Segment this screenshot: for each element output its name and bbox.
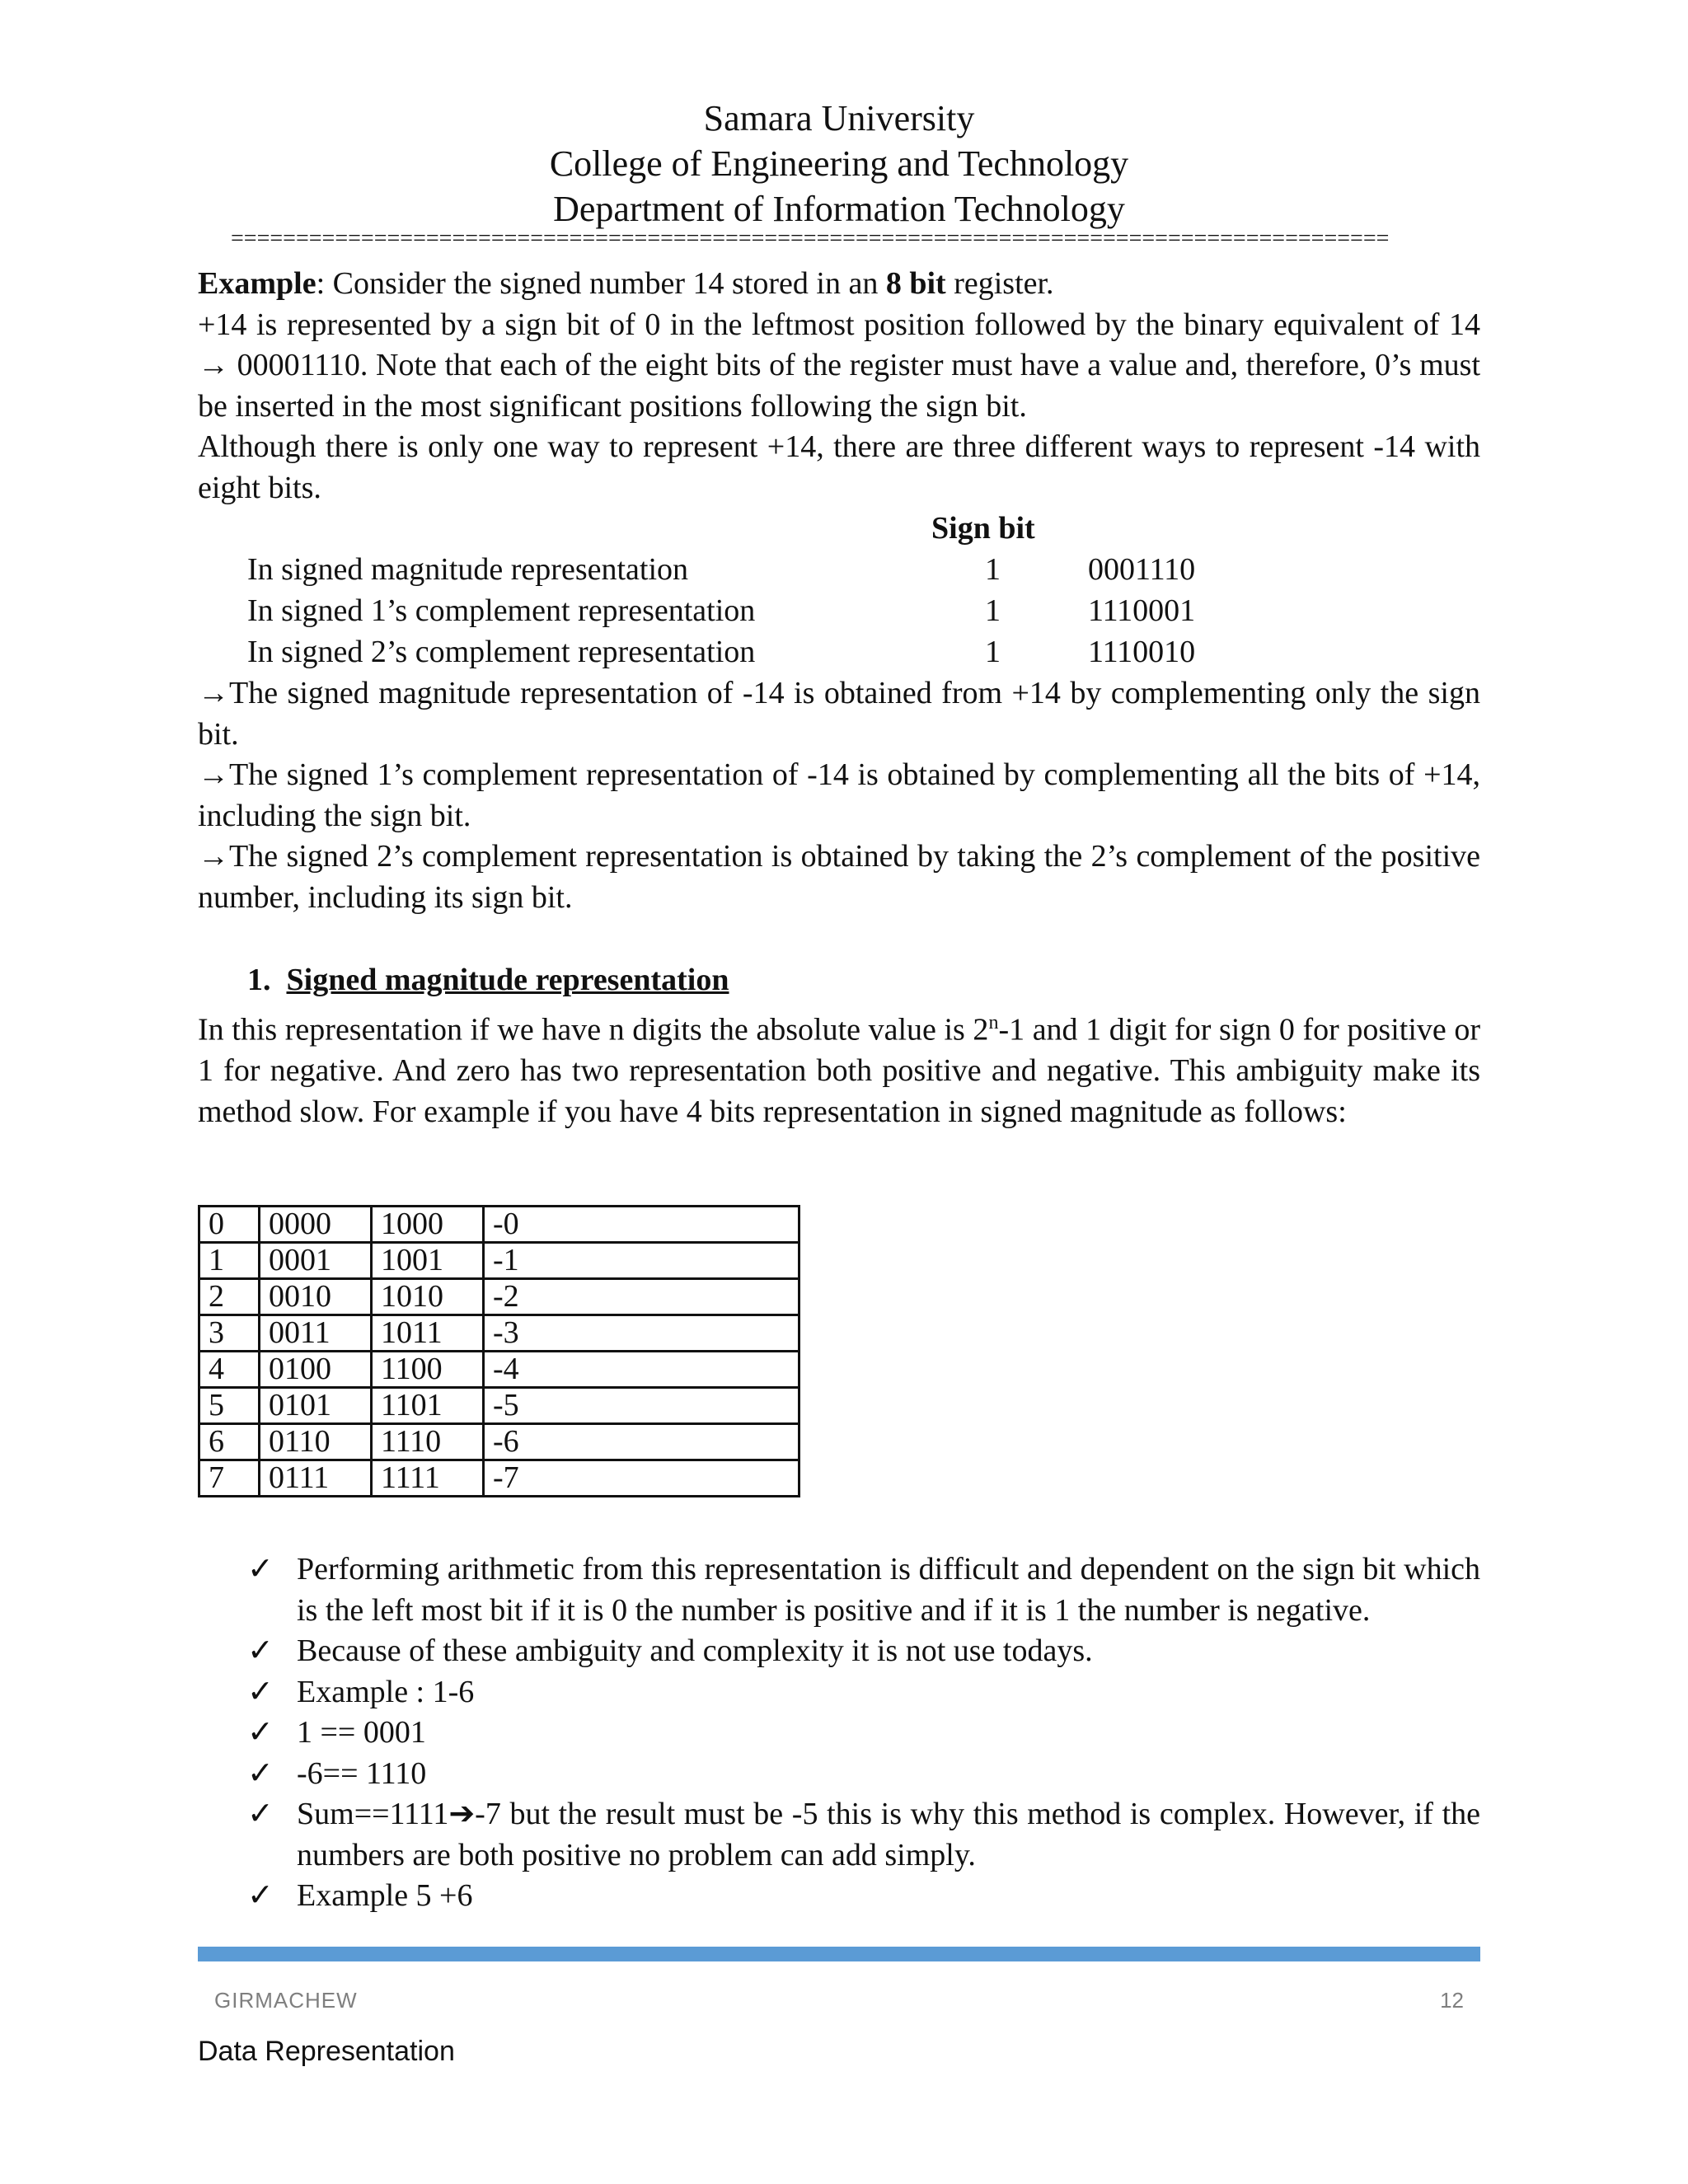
list-item (247, 1754, 1480, 1795)
university-name: Samara University (703, 98, 975, 138)
list-item (247, 1794, 1480, 1876)
checkmark-icon: ✓ (247, 1552, 274, 1586)
table-cell: 0100 (260, 1352, 372, 1388)
sign-row-label: In signed 2’s complement representation (247, 635, 756, 669)
table-cell: -1 (484, 1243, 799, 1279)
list-item (247, 1876, 1480, 1917)
table-cell: -4 (484, 1352, 799, 1388)
sign-row-sign: 1 (985, 552, 1001, 587)
table-row (199, 1279, 799, 1315)
table-cell: -5 (484, 1388, 799, 1424)
table-cell: 1110 (372, 1424, 484, 1460)
table-cell: -2 (484, 1279, 799, 1315)
table-cell: 0000 (260, 1207, 372, 1243)
page-header (198, 96, 1480, 232)
department-name: Department of Information Technology (553, 189, 1125, 229)
checkmark-icon: ✓ (247, 1633, 274, 1668)
checkmark-icon: ✓ (247, 1797, 274, 1831)
list-item-text: Performing arithmetic from this representation is difficult and dependent on the sign bit which is the left most bit if it is 0 the number is positive and if it is 1 the number is negative. (297, 1552, 1480, 1628)
table-cell: 2 (199, 1279, 260, 1315)
arrow-notes (198, 673, 1480, 918)
table-cell: 7 (199, 1460, 260, 1497)
example-block (198, 264, 1480, 509)
example-label: Example (198, 266, 316, 301)
example-bold: 8 bit (885, 266, 946, 301)
example-text-after: register. (945, 266, 1054, 301)
table-cell: 1 (199, 1243, 260, 1279)
list-item-text: Example 5 +6 (297, 1878, 473, 1913)
list-item-text: Because of these ambiguity and complexity it is not use todays. (297, 1633, 1093, 1668)
footer-title: Data Representation (198, 2036, 455, 2067)
list-item-text: 1 == 0001 (297, 1715, 426, 1750)
list-item (247, 1631, 1480, 1672)
table-row (199, 1388, 799, 1424)
sign-row-label: In signed 1’s complement representation (247, 593, 756, 628)
list-item (247, 1672, 1480, 1713)
section-body-after: -1 and 1 digit for sign 0 for positive or 1 for negative. And zero has two representation both positive and negative. This ambiguity make its method slow. For example if you have 4 bits representation in signed magnitude as follows: (198, 1012, 1480, 1129)
table-row (199, 1460, 799, 1497)
sign-bit-header: Sign bit (931, 511, 1035, 546)
table-cell: 5 (199, 1388, 260, 1424)
table-cell: 6 (199, 1424, 260, 1460)
sign-row-label: In signed magnitude representation (247, 552, 689, 587)
checkmark-icon: ✓ (247, 1715, 274, 1750)
checklist (247, 1549, 1480, 1917)
table-cell: -3 (484, 1315, 799, 1352)
list-item (247, 1549, 1480, 1631)
section-title: Signed magnitude representation (286, 963, 729, 997)
checkmark-icon: ✓ (247, 1674, 274, 1709)
example-paragraph-1: +14 is represented by a sign bit of 0 in the leftmost position followed by the binary equivalent of 14 → 00001110. Note that each of the eight bits of the register must have a value and, therefore, 0’s must be inserted in the most significant positions following the sign bit. (198, 307, 1480, 424)
college-name: College of Engineering and Technology (549, 143, 1129, 184)
sign-row-bits: 1110010 (1088, 635, 1196, 669)
table-row (199, 1243, 799, 1279)
magnitude-table (198, 1205, 800, 1497)
table-row (199, 1207, 799, 1243)
table-cell: 1101 (372, 1388, 484, 1424)
table-cell: 0001 (260, 1243, 372, 1279)
table-cell: 0110 (260, 1424, 372, 1460)
table-cell: 0111 (260, 1460, 372, 1497)
table-cell: 3 (199, 1315, 260, 1352)
table-row (199, 1352, 799, 1388)
example-text-before: : Consider the signed number 14 stored in an (316, 266, 886, 301)
section-superscript: n (988, 1012, 999, 1033)
list-item-text: -6== 1110 (297, 1755, 427, 1791)
document-page (198, 0, 1480, 2184)
section-body (198, 1003, 1480, 1132)
arrow-note: →The signed 2’s complement representation is obtained by taking the 2’s complement of the positive number, including its sign bit. (198, 839, 1480, 915)
table-cell: -7 (484, 1460, 799, 1497)
arrow-note: →The signed magnitude representation of -14 is obtained from +14 by complementing only the sign bit. (198, 676, 1480, 752)
arrow-note: →The signed 1’s complement representation of -14 is obtained by complementing all the bits of +14, including the sign bit. (198, 757, 1480, 833)
sign-row-sign: 1 (985, 635, 1001, 669)
table-cell: 1100 (372, 1352, 484, 1388)
example-intro (198, 264, 1480, 305)
checkmark-icon: ✓ (247, 1755, 274, 1791)
table-cell: 0 (199, 1207, 260, 1243)
example-paragraph-2: Although there is only one way to represent +14, there are three different ways to represent -14 with eight bits. (198, 429, 1480, 505)
page-number: 12 (1440, 1988, 1464, 2013)
table-cell: 1000 (372, 1207, 484, 1243)
table-cell: 4 (199, 1352, 260, 1388)
checkmark-icon: ✓ (247, 1878, 274, 1913)
header-divider: ========================================================================================= (231, 227, 1390, 251)
section-body-before: In this representation if we have n digits the absolute value is 2 (198, 1012, 989, 1047)
section-heading (247, 962, 729, 998)
table-cell: 0011 (260, 1315, 372, 1352)
table-row (199, 1424, 799, 1460)
table-cell: 1011 (372, 1315, 484, 1352)
sign-row-sign: 1 (985, 593, 1001, 628)
table-row (199, 1315, 799, 1352)
list-item (247, 1713, 1480, 1754)
list-item-text: Sum==1111➔-7 but the result must be -5 this is why this method is complex. However, if the numbers are both positive no problem can add simply. (297, 1797, 1480, 1872)
table-cell: 0010 (260, 1279, 372, 1315)
section-number: 1. (247, 963, 271, 997)
table-cell: 0101 (260, 1388, 372, 1424)
table-cell: 1001 (372, 1243, 484, 1279)
table-cell: -6 (484, 1424, 799, 1460)
footer-bar (198, 1947, 1480, 1961)
list-item-text: Example : 1-6 (297, 1674, 475, 1709)
table-cell: 1111 (372, 1460, 484, 1497)
sign-row-bits: 0001110 (1088, 552, 1196, 587)
sign-row-bits: 1110001 (1088, 593, 1196, 628)
table-cell: 1010 (372, 1279, 484, 1315)
table-cell: -0 (484, 1207, 799, 1243)
footer-author: GIRMACHEW (214, 1988, 358, 2013)
